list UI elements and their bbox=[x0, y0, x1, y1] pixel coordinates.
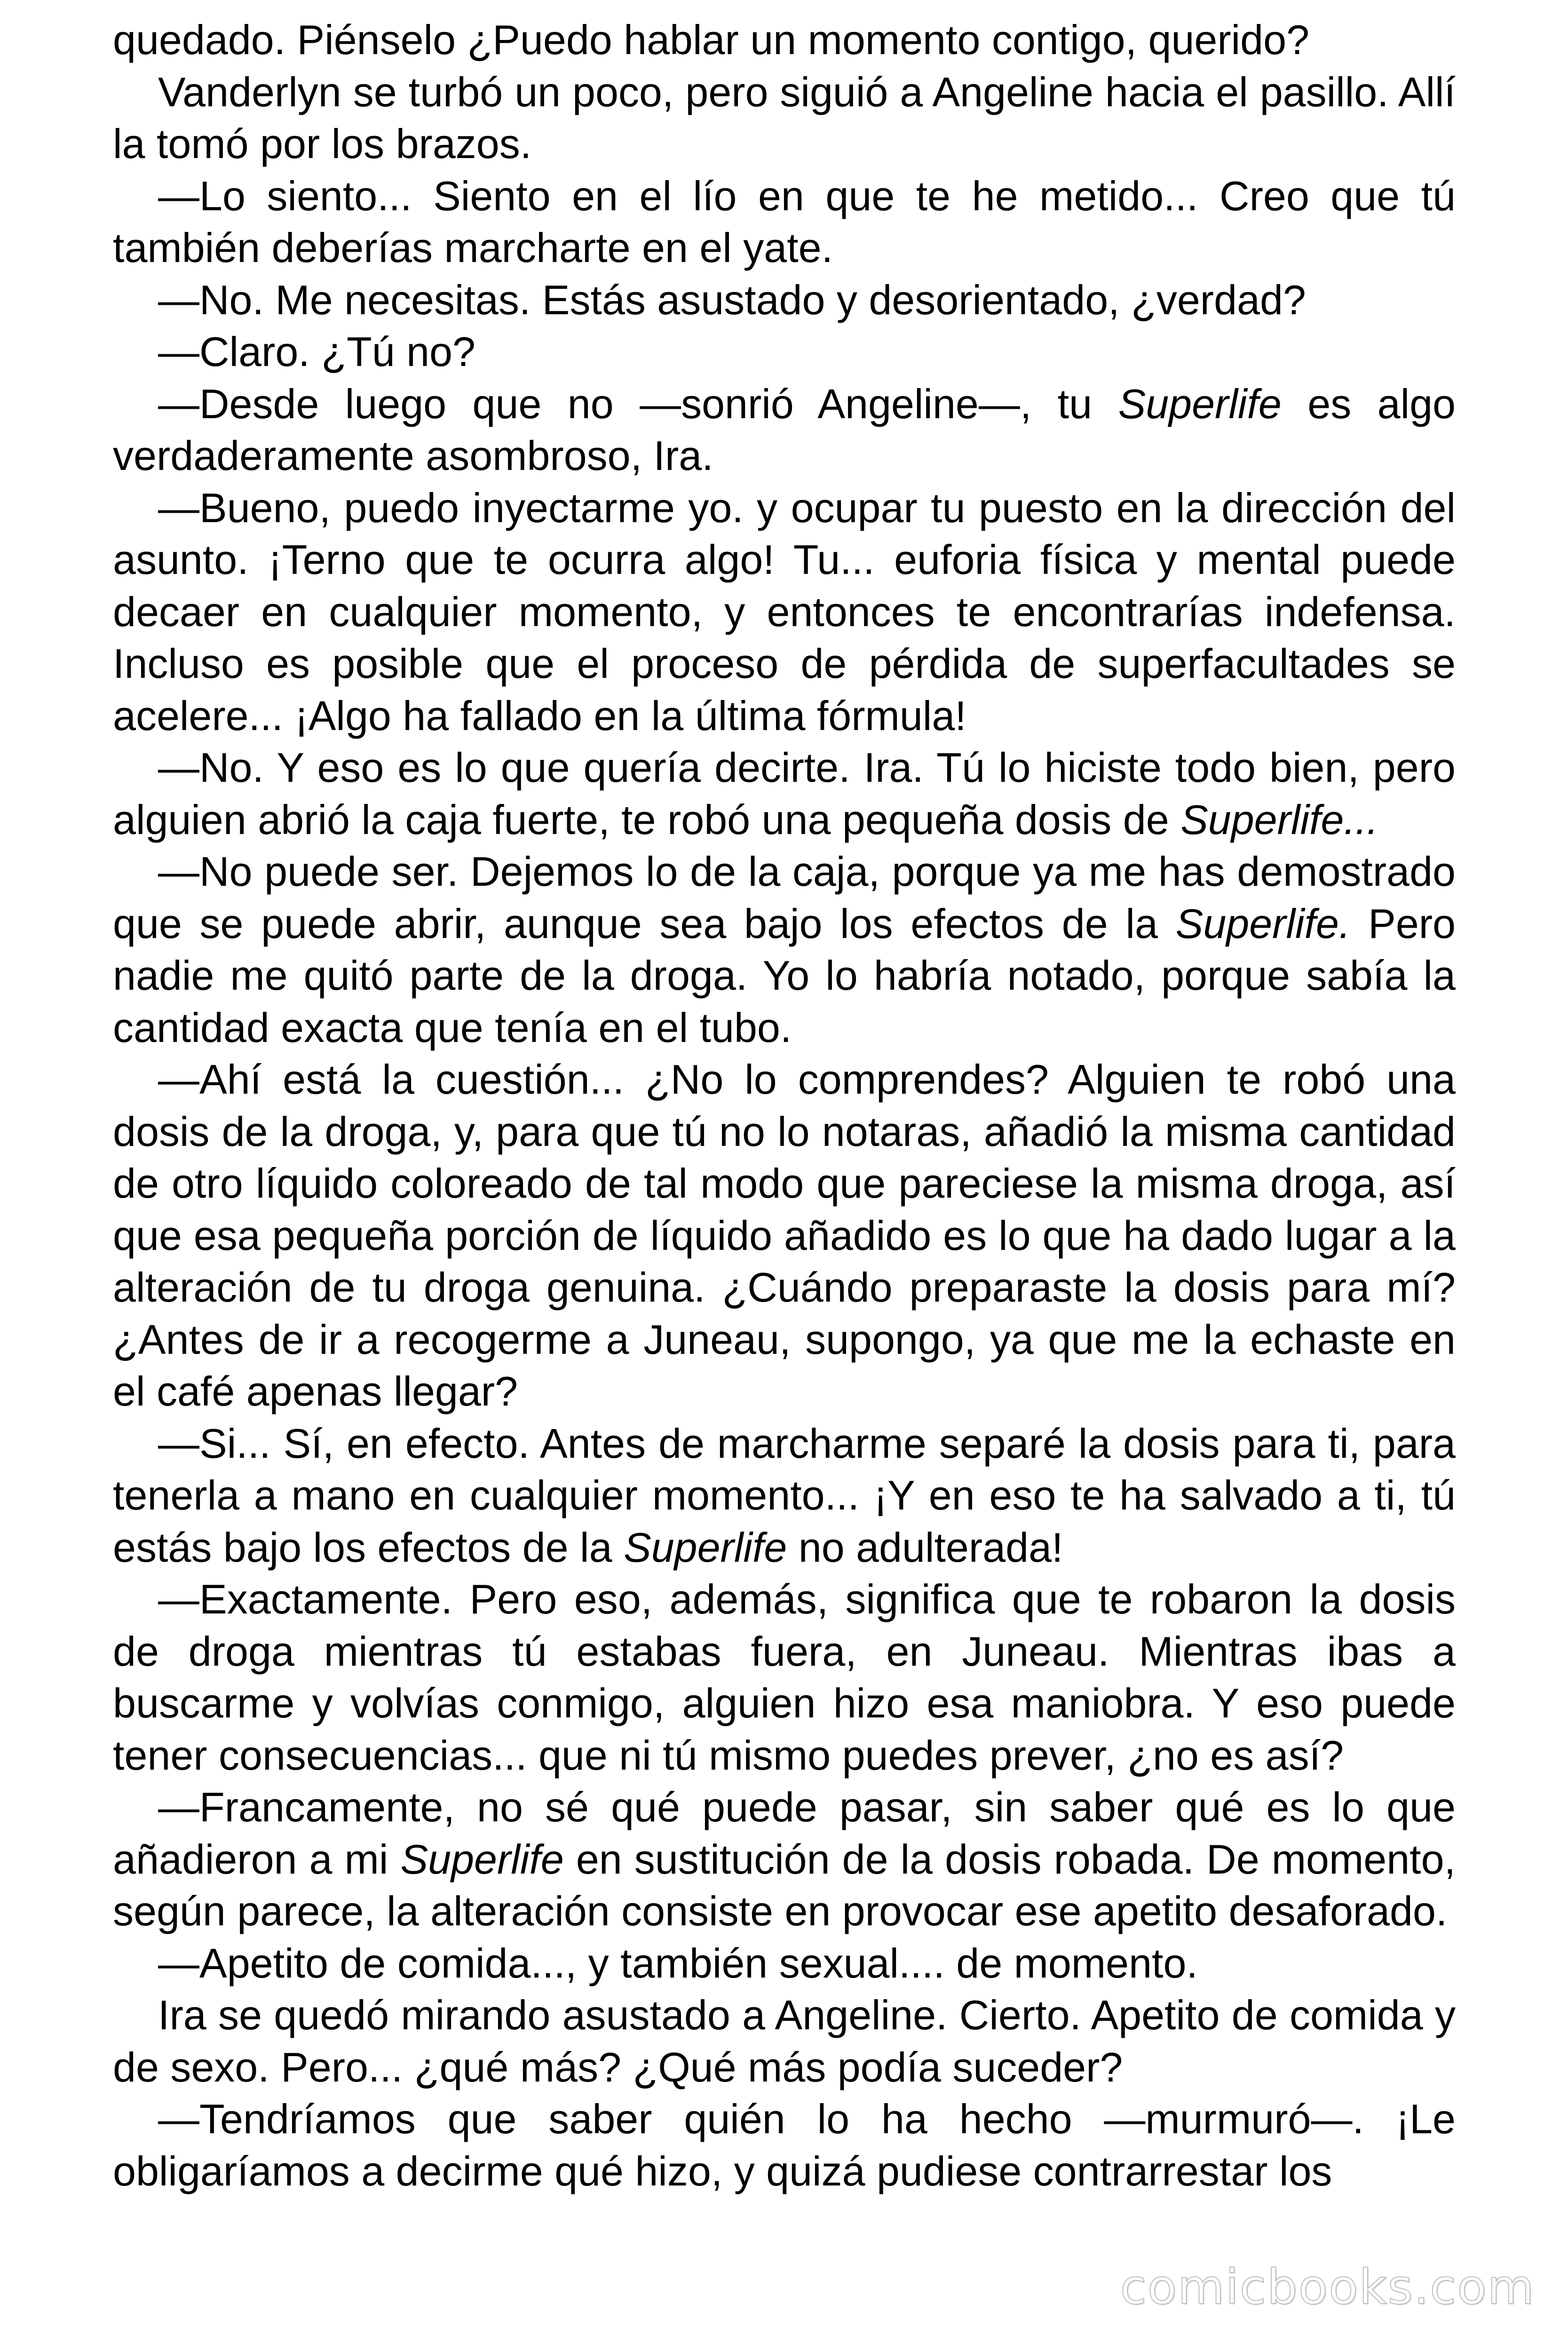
italic-text: Superlife. bbox=[1175, 900, 1351, 947]
text-run: —Lo siento... Siento en el lío en que te he metido... Creo que tú también deberías marcharte en el yate. bbox=[113, 172, 1456, 271]
paragraph bbox=[113, 1573, 1456, 1781]
paragraph bbox=[113, 742, 1456, 846]
paragraph bbox=[113, 326, 1456, 378]
paragraph bbox=[113, 1418, 1456, 1574]
text-run: en sustitución de la dosis robada. De momento, según parece, la alteración consiste en provocar ese apetito desaforado. bbox=[113, 1836, 1456, 1934]
text-run: —Bueno, puedo inyectarme yo. y ocupar tu puesto en la dirección del asunto. ¡Terno que te ocurra algo! Tu... euforia física y mental puede decaer en cualquier momento, y entonces te encontrarías indefensa. Incluso es posible que el proceso de pérdida de superfacultades se acelere... ¡Algo ha fallado en la última fórmula! bbox=[113, 484, 1456, 739]
text-run: Ira se quedó mirando asustado a Angeline. Cierto. Apetito de comida y de sexo. Pero... ¿qué más? ¿Qué más podía suceder? bbox=[113, 1992, 1456, 2090]
italic-text: Superlife bbox=[1118, 380, 1282, 427]
paragraph bbox=[113, 2093, 1456, 2197]
paragraph bbox=[113, 482, 1456, 742]
paragraph bbox=[113, 846, 1456, 1054]
text-run: no adulterada! bbox=[787, 1524, 1063, 1571]
text-run: —Exactamente. Pero eso, además, significa que te robaron la dosis de droga mientras tú estabas fuera, en Juneau. Mientras ibas a buscarme y volvías conmigo, alguien hizo esa maniobra. Y eso puede tener consecuencias... que ni tú mismo puedes prever, ¿no es así? bbox=[113, 1576, 1456, 1779]
text-run: —Tendríamos que saber quién lo ha hecho —murmuró—. ¡Le obligaríamos a decirme qué hizo, y quizá pudiese contrarrestar los bbox=[113, 2096, 1456, 2194]
paragraph bbox=[113, 66, 1456, 170]
italic-text: Superlife... bbox=[1180, 796, 1378, 843]
paragraph bbox=[113, 1938, 1456, 1990]
text-run: —Apetito de comida..., y también sexual.... de momento. bbox=[158, 1939, 1198, 1986]
text-run: —Claro. ¿Tú no? bbox=[158, 328, 475, 375]
italic-text: Superlife bbox=[400, 1836, 564, 1883]
paragraph bbox=[113, 170, 1456, 274]
paragraph bbox=[113, 1054, 1456, 1418]
paragraph bbox=[113, 14, 1456, 66]
text-run: —No. Y eso es lo que quería decirte. Ira. Tú lo hiciste todo bien, pero alguien abrió la caja fuerte, te robó una pequeña dosis de bbox=[113, 744, 1456, 843]
italic-text: Superlife bbox=[624, 1524, 787, 1571]
paragraph bbox=[113, 274, 1456, 326]
paragraph bbox=[113, 378, 1456, 482]
text-run: —No. Me necesitas. Estás asustado y desorientado, ¿verdad? bbox=[158, 276, 1306, 323]
text-run: Pero nadie me quitó parte de la droga. Yo lo habría notado, porque sabía la cantidad exacta que tenía en el tubo. bbox=[113, 900, 1456, 1051]
text-run: —Ahí está la cuestión... ¿No lo comprendes? Alguien te robó una dosis de la droga, y, para que tú no lo notaras, añadió la misma cantidad de otro líquido coloreado de tal modo que pareciese la misma droga, así que esa pequeña porción de líquido añadido es lo que ha dado lugar a la alteración de tu droga genuina. ¿Cuándo preparaste la dosis para mí? ¿Antes de ir a recogerme a Juneau, supongo, ya que me la echaste en el café apenas llegar? bbox=[113, 1056, 1456, 1414]
text-run: —Francamente, no sé qué puede pasar, sin saber qué es lo que añadieron a mi bbox=[113, 1784, 1456, 1883]
text-run: —No puede ser. Dejemos lo de la caja, porque ya me has demostrado que se puede abrir, aunque sea bajo los efectos de la bbox=[113, 848, 1456, 947]
text-run: quedado. Piénselo ¿Puedo hablar un momento contigo, querido? bbox=[113, 16, 1310, 63]
text-run: —Si... Sí, en efecto. Antes de marcharme separé la dosis para ti, para tenerla a mano en cualquier momento... ¡Y en eso te ha salvado a ti, tú estás bajo los efectos de la bbox=[113, 1420, 1456, 1571]
document-page bbox=[113, 14, 1456, 2197]
text-run: Vanderlyn se turbó un poco, pero siguió a Angeline hacia el pasillo. Allí la tomó por los brazos. bbox=[113, 68, 1456, 167]
paragraph bbox=[113, 1781, 1456, 1938]
text-run: —Desde luego que no —sonrió Angeline—, tu bbox=[158, 380, 1118, 427]
paragraph bbox=[113, 1989, 1456, 2093]
text-run: es algo verdaderamente asombroso, Ira. bbox=[113, 380, 1456, 479]
watermark: comicbooks.com bbox=[1120, 2259, 1535, 2315]
